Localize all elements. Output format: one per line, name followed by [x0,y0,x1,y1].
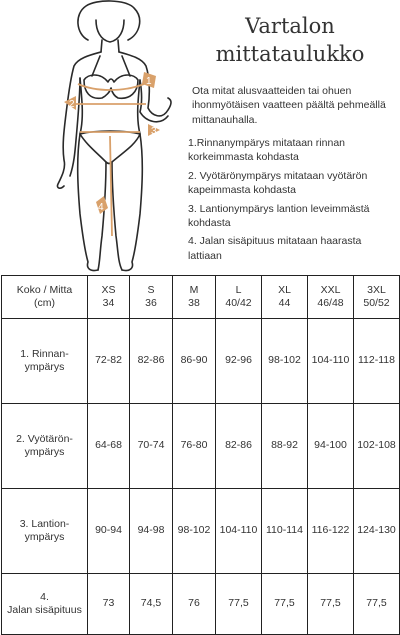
table-cell: 124-130 [354,489,400,574]
marker-2-label: 2 [69,99,75,110]
row-label-cell [2,574,88,635]
right-torso [138,80,140,134]
header-size-xs [88,276,130,319]
table-cell: 77,5 [308,574,354,635]
table-cell: 98-102 [173,489,216,574]
size-name: XL [278,283,291,296]
step-2: 2. Vyötärönympärys mitataan vyötärön kapeimmasta kohdasta [188,169,368,197]
table-header-row [2,276,400,319]
marker-1-label: 1 [146,76,152,87]
header-size-xl [262,276,308,319]
marker-4-label: 4 [98,202,104,213]
table-cell: 74,5 [130,574,173,635]
left-leg-outline [78,134,98,271]
step-1: 1.Rinnanympärys mitataan rinnan korkeimmasta kohdasta [188,137,345,164]
table-cell: 104-110 [308,319,354,404]
table-row-hip [2,489,400,574]
header-size-m [173,276,216,319]
table-cell: 94-100 [308,404,354,489]
table-row-bust [2,319,400,404]
size-name: XS [101,283,116,296]
row-label-line-1: 3. Lantion- [19,517,70,530]
step-4: 4. Jalan sisäpituus mitataan haarasta lattiaan [188,235,362,262]
table-cell: 116-122 [308,489,354,574]
table-cell: 94-98 [130,489,173,574]
left-arm-outline [57,52,101,188]
header-size-l [216,276,262,319]
table-cell: 104-110 [216,489,262,574]
table-cell: 76-80 [173,404,216,489]
table-cell: 90-94 [88,489,130,574]
row-label-line-2: ympärys [24,446,65,458]
right-inner-leg [112,162,122,270]
left-inner-leg [98,162,106,270]
row-label-cell [2,404,88,489]
table-cell: 77,5 [216,574,262,635]
table-cell: 92-96 [216,319,262,404]
size-eu: 36 [145,297,157,309]
size-eu: 50/52 [363,297,390,309]
table-cell: 64-68 [88,404,130,489]
size-name: L [235,283,242,296]
row-label-line-2: ympärys [24,531,65,543]
table-cell: 110-114 [262,489,308,574]
size-eu: 34 [102,297,115,309]
table-cell: 72-82 [88,319,130,404]
row-label-line-2: Jalan sisäpituus [7,604,82,616]
header-size-s [130,276,173,319]
page-title [190,12,390,68]
table-cell: 112-118 [354,319,400,404]
size-name: XXL [320,283,341,296]
row-label-line-1: 2. Vyötärön- [16,432,73,445]
title-line-1: Vartalon [245,14,335,38]
table-cell: 77,5 [354,574,400,635]
bra-strap [92,56,130,76]
face-outline [96,20,124,42]
intro-text: Ota mitat alusvaatteiden tai ohuen ihonmyötäisen vaatteen päältä pehmeällä mittanauhalla. [192,85,386,126]
row-label-cell [2,319,88,404]
row-label-line-1: 1. Rinnan- [20,347,69,360]
row-label-line-2: ympärys [24,361,65,373]
marker-3-label: 3 [151,126,157,137]
size-name: M [189,283,199,296]
bra-outline [84,75,138,98]
header-label-line-1: Koko / Mitta [16,283,73,296]
header-label-line-2: (cm) [34,297,55,309]
table-row-inseam [2,574,400,635]
row-label-line-1: 4. [40,590,49,603]
size-eu: 38 [188,297,200,309]
table-cell: 73 [88,574,130,635]
title-line-2: mittataulukko [215,42,365,66]
bust-measure-line [78,84,144,90]
size-eu: 44 [278,297,291,309]
table-cell: 82-86 [216,404,262,489]
body-measurement-figure [0,0,200,275]
size-chart-table [1,275,400,635]
inseam-measure-line [110,136,112,236]
size-eu: 46/48 [317,297,344,309]
size-name: 3XL [367,283,386,296]
table-cell: 77,5 [262,574,308,635]
right-leg-outline [122,134,142,271]
header-label-cell [2,276,88,319]
hair-outline [78,1,140,40]
table-cell: 102-108 [354,404,400,489]
table-cell: 86-90 [173,319,216,404]
table-cell: 82-86 [130,319,173,404]
row-label-cell [2,489,88,574]
header-size-xxl [308,276,354,319]
table-cell: 88-92 [262,404,308,489]
header-size-3xl [354,276,400,319]
size-eu: 40/42 [225,297,252,309]
step-3: 3. Lantionympärys lantion leveimmästä kohdasta [188,202,370,230]
table-row-waist [2,404,400,489]
measurement-steps [188,136,398,267]
table-cell: 76 [173,574,216,635]
size-name: S [147,283,155,296]
table-cell: 70-74 [130,404,173,489]
table-cell: 98-102 [262,319,308,404]
